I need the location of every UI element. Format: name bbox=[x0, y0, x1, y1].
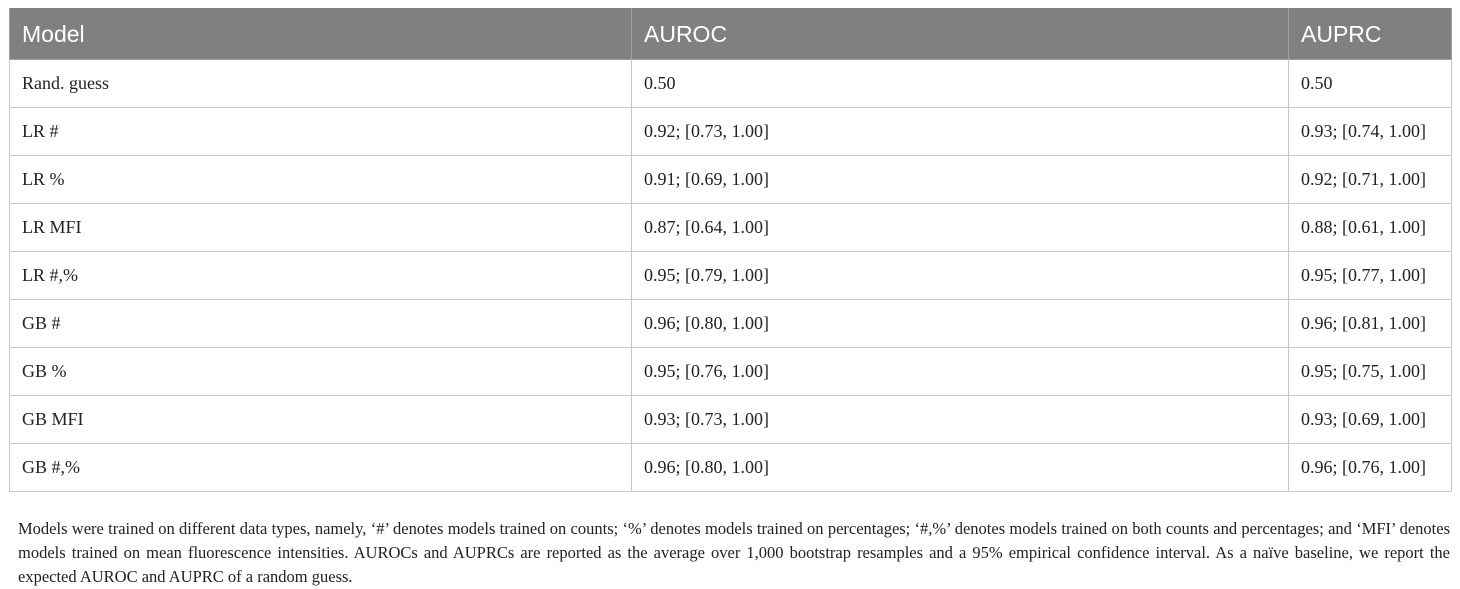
cell-model: LR #,% bbox=[10, 252, 632, 300]
cell-model: LR # bbox=[10, 108, 632, 156]
cell-auprc: 0.96; [0.76, 1.00] bbox=[1289, 444, 1452, 492]
table-row bbox=[10, 108, 1452, 156]
cell-model: LR % bbox=[10, 156, 632, 204]
cell-auroc: 0.91; [0.69, 1.00] bbox=[632, 156, 1289, 204]
cell-auprc: 0.93; [0.69, 1.00] bbox=[1289, 396, 1452, 444]
table-row bbox=[10, 444, 1452, 492]
cell-auroc: 0.95; [0.76, 1.00] bbox=[632, 348, 1289, 396]
cell-auprc: 0.95; [0.75, 1.00] bbox=[1289, 348, 1452, 396]
table-row bbox=[10, 348, 1452, 396]
cell-auprc: 0.93; [0.74, 1.00] bbox=[1289, 108, 1452, 156]
cell-model: GB % bbox=[10, 348, 632, 396]
cell-auroc: 0.87; [0.64, 1.00] bbox=[632, 204, 1289, 252]
cell-model: Rand. guess bbox=[10, 60, 632, 108]
results-table bbox=[9, 8, 1452, 492]
table-footnote: Models were trained on different data types, namely, ‘#’ denotes models trained on counts; ‘%’ denotes models trained on percentages; ‘#,%’ denotes models trained on both counts and percentages; and ‘MFI’ denotes models trained on mean fluorescence intensities. AUROCs and AUPRCs are reported as the average over 1,000 bootstrap resamples and a 95% empirical confidence interval. As a naïve baseline, we report the expected AUROC and AUPRC of a random guess. bbox=[18, 518, 1450, 586]
table-row bbox=[10, 60, 1452, 108]
cell-auroc: 0.95; [0.79, 1.00] bbox=[632, 252, 1289, 300]
table-row bbox=[10, 396, 1452, 444]
table-header-row bbox=[10, 9, 1452, 60]
table-row bbox=[10, 300, 1452, 348]
cell-auroc: 0.96; [0.80, 1.00] bbox=[632, 444, 1289, 492]
results-table-container bbox=[9, 8, 1451, 492]
table-row bbox=[10, 252, 1452, 300]
cell-auprc: 0.50 bbox=[1289, 60, 1452, 108]
cell-model: GB #,% bbox=[10, 444, 632, 492]
cell-model: GB MFI bbox=[10, 396, 632, 444]
cell-auroc: 0.50 bbox=[632, 60, 1289, 108]
header-auroc: AUROC bbox=[632, 9, 1289, 60]
cell-auprc: 0.95; [0.77, 1.00] bbox=[1289, 252, 1452, 300]
cell-model: GB # bbox=[10, 300, 632, 348]
cell-auprc: 0.96; [0.81, 1.00] bbox=[1289, 300, 1452, 348]
table-row bbox=[10, 204, 1452, 252]
table-row bbox=[10, 156, 1452, 204]
header-model: Model bbox=[10, 9, 632, 60]
cell-auprc: 0.88; [0.61, 1.00] bbox=[1289, 204, 1452, 252]
cell-auroc: 0.93; [0.73, 1.00] bbox=[632, 396, 1289, 444]
header-auprc: AUPRC bbox=[1289, 9, 1452, 60]
cell-auprc: 0.92; [0.71, 1.00] bbox=[1289, 156, 1452, 204]
cell-auroc: 0.92; [0.73, 1.00] bbox=[632, 108, 1289, 156]
cell-auroc: 0.96; [0.80, 1.00] bbox=[632, 300, 1289, 348]
cell-model: LR MFI bbox=[10, 204, 632, 252]
